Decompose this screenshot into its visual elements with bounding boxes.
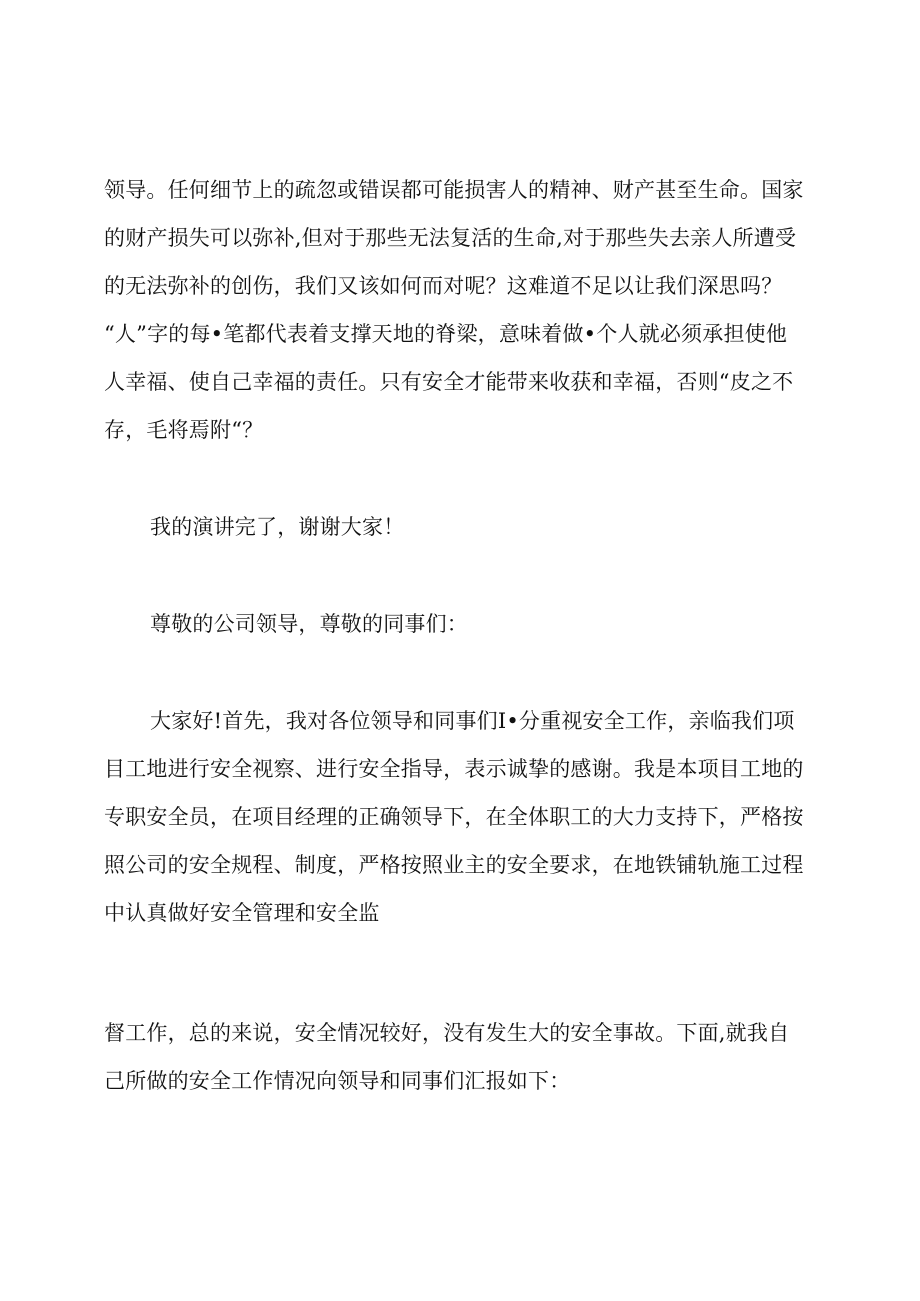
text-line: 大家好!首先，我对各位领导和同事们I•分重视安全工作，亲临我们项 xyxy=(150,709,795,733)
text-line: 人幸福、使自己幸福的责任。只有安全才能带来收获和幸福，否则“皮之不 xyxy=(104,370,794,394)
text-line: 己所做的安全工作情况向领导和同事们汇报如下： xyxy=(104,1069,571,1093)
text-line: 领导。任何细节上的疏忽或错误都可能损害人的精神、财产甚至生命。国家 xyxy=(104,178,804,202)
text-line: 督工作，总的来说，安全情况较好，没有发生大的安全事故。下面,就我自 xyxy=(104,1021,790,1045)
text-line: 的无法弥补的创伤，我们又该如何而对呢？这难道不足以让我们深思吗？ xyxy=(104,274,783,298)
text-line: 中认真做好安全管理和安全监 xyxy=(104,901,380,925)
text-line: 目工地进行安全视察、进行安全指导，表示诚挚的感谢。我是本项目工地的 xyxy=(104,757,804,781)
text-line: 的财产损失可以弥补,但对于那些无法复活的生命,对于那些失去亲人所遭受 xyxy=(104,226,797,250)
text-line: 存，毛将焉附“？ xyxy=(104,418,264,442)
text-line: “人”字的每•笔都代表着支撑天地的脊梁，意味着做•个人就必须承担使他 xyxy=(104,322,788,346)
text-line: 照公司的安全规程、制度，严格按照业主的安全要求，在地铁铺轨施工过程 xyxy=(104,853,804,877)
text-line: 专职安全员，在项目经理的正确领导下，在全体职工的大力支持下，严格按 xyxy=(104,805,804,829)
closing-line: 我的演讲完了，谢谢大家！ xyxy=(150,515,405,539)
greeting-line: 尊敬的公司领导，尊敬的同事们： xyxy=(150,612,468,636)
